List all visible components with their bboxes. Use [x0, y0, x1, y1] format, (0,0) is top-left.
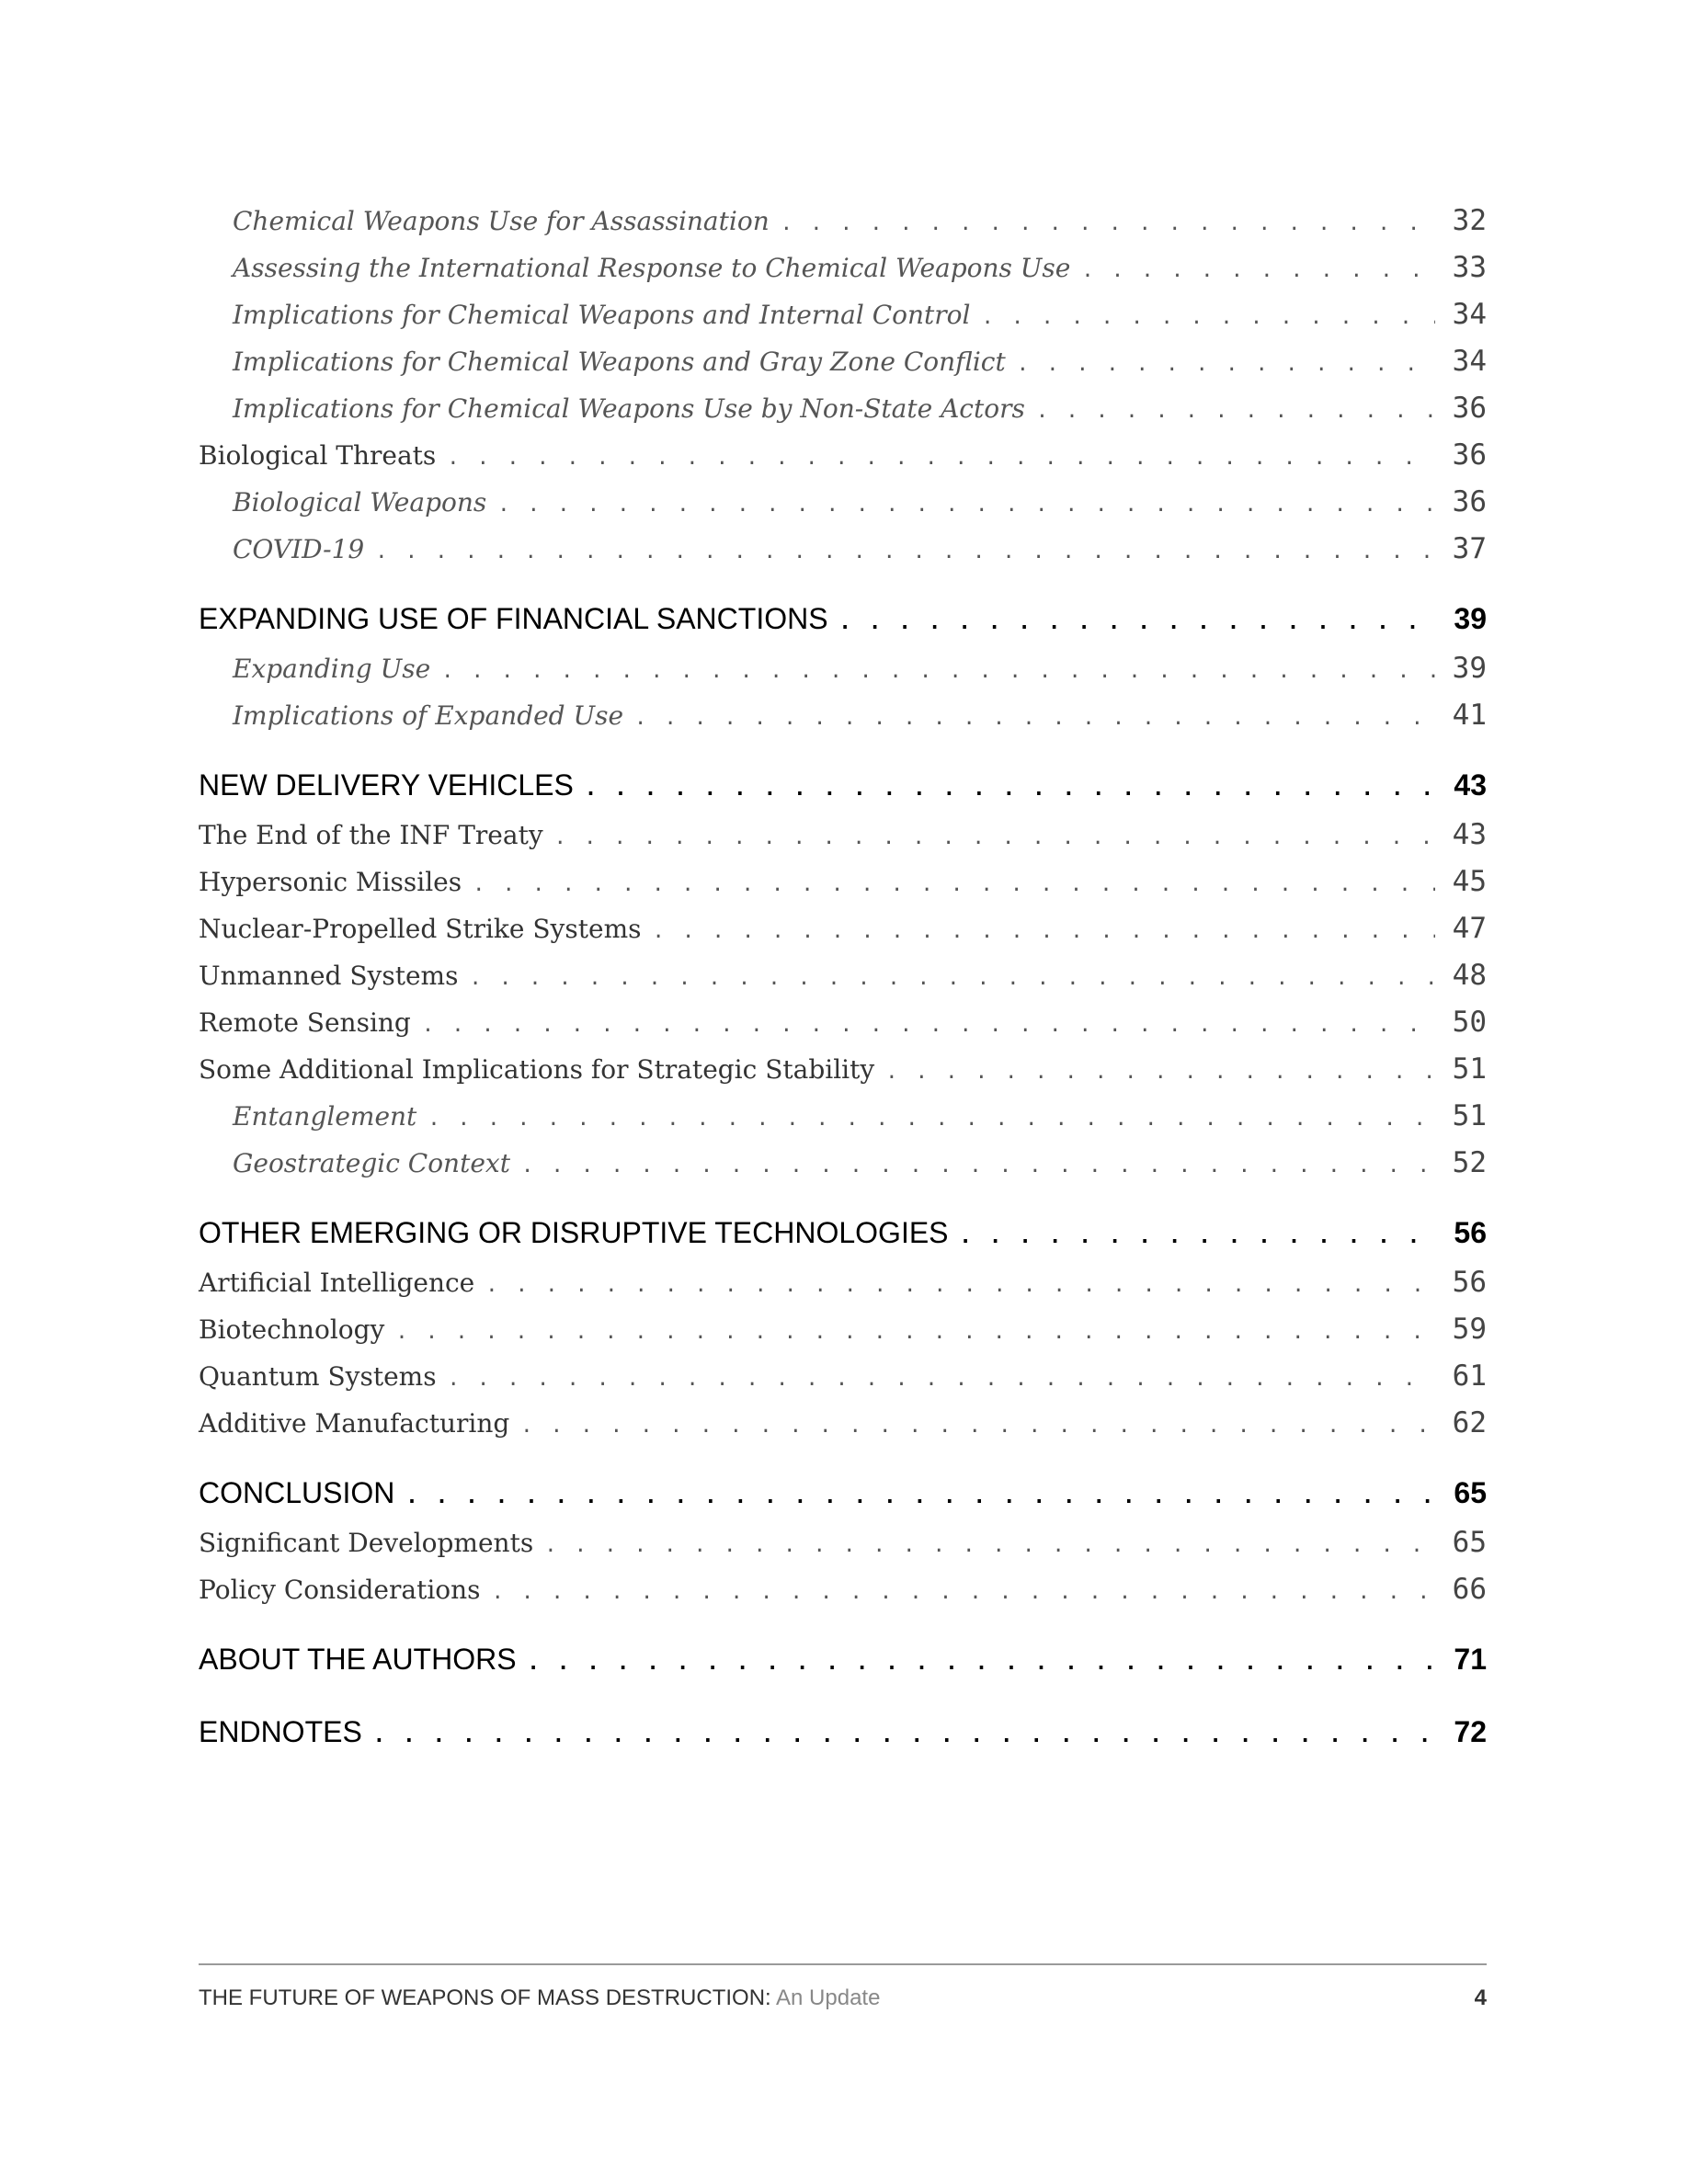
toc-page-number: 39: [1452, 652, 1487, 685]
toc-entry[interactable]: [199, 438, 1487, 485]
footer-title: [199, 1985, 880, 2011]
dot-leader: [885, 1061, 1435, 1084]
toc-entry-label: NEW DELIVERY VEHICLES: [199, 768, 574, 802]
toc-entry-label: Biological Weapons: [233, 487, 487, 518]
toc-section-heading[interactable]: [199, 768, 1487, 818]
toc-page-number: 34: [1452, 345, 1487, 378]
toc-subentry[interactable]: [199, 652, 1487, 699]
toc-entry-label: Biotechnology: [199, 1314, 385, 1345]
dot-leader: [497, 494, 1435, 517]
toc-section-heading[interactable]: [199, 1715, 1487, 1765]
toc-entry[interactable]: [199, 1006, 1487, 1052]
toc-page-number: 65: [1454, 1476, 1487, 1509]
dot-leader: [520, 1415, 1435, 1438]
dot-leader: [485, 1274, 1435, 1297]
toc-page-number: 66: [1452, 1573, 1487, 1606]
dot-leader: [473, 873, 1435, 896]
toc-subentry[interactable]: [199, 1146, 1487, 1193]
toc-subentry[interactable]: [199, 699, 1487, 745]
dot-leader: [428, 1108, 1435, 1131]
dot-leader: [375, 540, 1435, 563]
toc-page-number: 43: [1454, 768, 1487, 802]
dot-leader: [395, 1321, 1435, 1344]
toc-entry[interactable]: [199, 818, 1487, 865]
toc-page-number: 62: [1452, 1406, 1487, 1439]
toc-entry[interactable]: [199, 912, 1487, 959]
toc-entry-label: Hypersonic Missiles: [199, 867, 462, 897]
footer-title-main: THE FUTURE OF WEAPONS OF MASS DESTRUCTION:: [199, 1985, 771, 2010]
toc-section-heading[interactable]: [199, 1643, 1487, 1692]
toc-section-heading[interactable]: [199, 1476, 1487, 1526]
toc-entry-label: Implications for Chemical Weapons and Gray Zone Conflict: [233, 347, 1006, 377]
table-of-contents: [199, 204, 1487, 1765]
toc-section-heading[interactable]: [199, 1216, 1487, 1266]
dot-leader: [1081, 259, 1435, 282]
toc-page-number: 71: [1454, 1643, 1487, 1676]
toc-entry-label: Significant Developments: [199, 1528, 534, 1558]
toc-page-number: 45: [1452, 865, 1487, 898]
dot-leader: [634, 707, 1435, 730]
dot-leader: [447, 447, 1435, 470]
toc-page-number: 41: [1452, 699, 1487, 732]
dot-leader: [982, 306, 1436, 329]
dot-leader: [554, 826, 1435, 849]
toc-entry[interactable]: [199, 1359, 1487, 1406]
toc-subentry[interactable]: [199, 345, 1487, 392]
toc-entry-label: Artificial Intelligence: [199, 1268, 475, 1298]
toc-page-number: 39: [1454, 602, 1487, 635]
toc-entry-label: Quantum Systems: [199, 1361, 437, 1392]
toc-entry-label: COVID-19: [233, 534, 365, 564]
footer-page-number: 4: [1474, 1985, 1487, 2010]
toc-subentry[interactable]: [199, 1099, 1487, 1146]
dot-leader: [469, 967, 1435, 990]
toc-subentry[interactable]: [199, 532, 1487, 579]
toc-entry[interactable]: [199, 1313, 1487, 1359]
toc-subentry[interactable]: [199, 251, 1487, 298]
toc-page-number: 36: [1452, 485, 1487, 518]
toc-page-number: 33: [1452, 251, 1487, 284]
toc-page-number: 56: [1454, 1216, 1487, 1249]
toc-entry-label: Implications of Expanded Use: [233, 700, 624, 731]
toc-entry-label: ENDNOTES: [199, 1715, 362, 1748]
toc-entry-label: The End of the INF Treaty: [199, 820, 543, 850]
toc-page-number: 50: [1452, 1006, 1487, 1039]
toc-entry-label: Implications for Chemical Weapons and Internal Control: [233, 300, 971, 330]
toc-page-number: 61: [1452, 1359, 1487, 1393]
toc-subentry[interactable]: [199, 204, 1487, 251]
toc-entry-label: Geostrategic Context: [233, 1148, 510, 1178]
toc-entry-label: CONCLUSION: [199, 1476, 395, 1509]
toc-subentry[interactable]: [199, 392, 1487, 438]
toc-page-number: 65: [1452, 1526, 1487, 1559]
dot-leader: [448, 1368, 1435, 1391]
toc-page-number: 56: [1452, 1266, 1487, 1299]
toc-page-number: 72: [1454, 1715, 1487, 1748]
toc-entry-label: Policy Considerations: [199, 1575, 481, 1605]
dot-leader: [544, 1534, 1435, 1557]
toc-entry-label: Assessing the International Response to Chemical Weapons Use: [233, 253, 1071, 283]
toc-entry-label: OTHER EMERGING OR DISRUPTIVE TECHNOLOGIES: [199, 1216, 949, 1249]
toc-entry-label: Additive Manufacturing: [199, 1408, 510, 1439]
dot-leader: [405, 1485, 1435, 1508]
toc-entry-label: Biological Threats: [199, 440, 437, 471]
toc-entry-label: Implications for Chemical Weapons Use by Non-State Actors: [233, 393, 1025, 424]
toc-entry-label: EXPANDING USE OF FINANCIAL SANCTIONS: [199, 602, 828, 635]
toc-entry-label: Remote Sensing: [199, 1007, 411, 1038]
dot-leader: [960, 1225, 1435, 1248]
dot-leader: [521, 1155, 1435, 1177]
toc-section-heading[interactable]: [199, 602, 1487, 652]
dot-leader: [1036, 400, 1435, 423]
toc-page-number: 36: [1452, 438, 1487, 472]
toc-entry[interactable]: [199, 1266, 1487, 1313]
toc-entry[interactable]: [199, 1526, 1487, 1573]
toc-entry[interactable]: [199, 865, 1487, 912]
dot-leader: [585, 778, 1435, 801]
toc-entry-label: ABOUT THE AUTHORS: [199, 1643, 517, 1676]
dot-leader: [441, 660, 1435, 683]
dot-leader: [528, 1652, 1435, 1675]
toc-entry-label: Expanding Use: [233, 654, 431, 684]
dot-leader: [422, 1014, 1435, 1037]
toc-page-number: 48: [1452, 959, 1487, 992]
toc-page-number: 52: [1452, 1146, 1487, 1179]
toc-page-number: 51: [1452, 1099, 1487, 1132]
footer-title-subtitle: An Update: [776, 1985, 881, 2010]
toc-page-number: 34: [1452, 298, 1487, 331]
toc-entry[interactable]: [199, 1406, 1487, 1453]
toc-entry-label: Chemical Weapons Use for Assassination: [233, 206, 770, 236]
dot-leader: [1017, 353, 1435, 376]
toc-page-number: 37: [1452, 532, 1487, 565]
toc-entry-label: Some Additional Implications for Strategic Stability: [199, 1054, 875, 1085]
toc-entry-label: Entanglement: [233, 1101, 417, 1132]
toc-page-number: 32: [1452, 204, 1487, 237]
toc-entry[interactable]: [199, 1573, 1487, 1620]
toc-page-number: 59: [1452, 1313, 1487, 1346]
toc-page-number: 43: [1452, 818, 1487, 851]
toc-subentry[interactable]: [199, 485, 1487, 532]
toc-entry[interactable]: [199, 959, 1487, 1006]
toc-entry-label: Unmanned Systems: [199, 961, 459, 991]
toc-entry[interactable]: [199, 1052, 1487, 1099]
dot-leader: [781, 212, 1435, 235]
toc-subentry[interactable]: [199, 298, 1487, 345]
toc-page-number: 51: [1452, 1052, 1487, 1086]
dot-leader: [492, 1581, 1435, 1604]
footer-divider: [199, 1963, 1487, 1965]
toc-entry-label: Nuclear-Propelled Strike Systems: [199, 914, 642, 944]
dot-leader: [839, 611, 1435, 634]
dot-leader: [373, 1724, 1435, 1747]
toc-page-number: 36: [1452, 392, 1487, 425]
dot-leader: [652, 920, 1435, 943]
page-footer: [199, 1985, 1487, 2011]
toc-page-number: 47: [1452, 912, 1487, 945]
